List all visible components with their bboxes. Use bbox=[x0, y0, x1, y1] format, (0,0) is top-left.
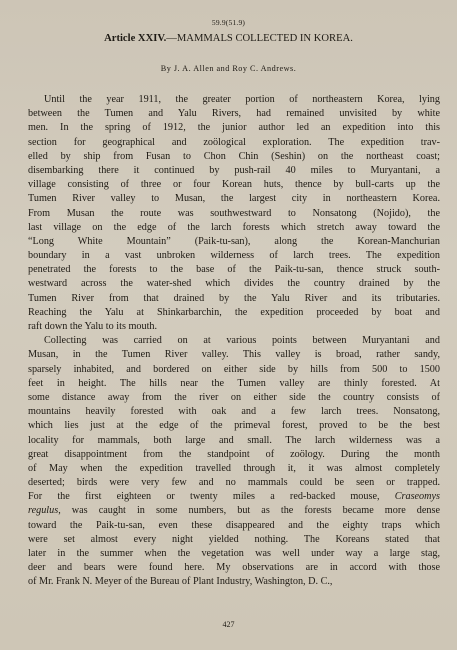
text-line: Musan, in the Tumen River valley. This valley is broad, rather sandy, bbox=[28, 349, 440, 361]
text-line: elled by ship from Fusan to Chon Chin (Seshin) on the northeast coast; bbox=[28, 150, 440, 162]
text-line: Tumen River from that drained by the Yalu River and its tributaries. bbox=[28, 292, 440, 304]
text-line: From Musan the route was southwestward to Nonsatong (Nojido), the bbox=[28, 207, 440, 219]
text-line: Collecting was carried on at various points between Muryantani and bbox=[44, 335, 440, 347]
text-line: deer and bears were found here. My observations are in accord with those bbox=[28, 562, 440, 574]
text-line: sparsely inhabited, and bordered on either side by hills from 500 to 1500 bbox=[28, 363, 440, 375]
article-body bbox=[28, 93, 440, 590]
page-number: 427 bbox=[222, 620, 235, 629]
text-line: locality for mammals, both large and small. The larch wilderness was a bbox=[28, 434, 440, 446]
text-line: penetrated the forests to the base of the Paik-tu-san, thence struck south- bbox=[28, 264, 440, 276]
text-line: between the Tumen and Yalu Rivers, had remained unvisited by white bbox=[28, 108, 440, 120]
text-line: toward the Paik-tu-san, even these disappeared and the eighty traps which bbox=[28, 519, 440, 531]
text-line: For the first eighteen or twenty miles a red-backed mouse, Craseomys bbox=[28, 491, 440, 503]
article-title bbox=[0, 33, 457, 44]
text-line: mountains heavily forested with oak and a few larch trees. Nonsatong, bbox=[28, 406, 440, 418]
article-title-text: —MAMMALS COLLECTED IN KOREA. bbox=[166, 33, 353, 44]
classification-number: 59.9(51.9) bbox=[211, 18, 246, 27]
text-line: “Long White Mountain” (Paik-tu-san), along the Korean-Manchurian bbox=[28, 235, 440, 247]
text-line: which lies just at the edge of the primeval forest, proved to be the best bbox=[28, 420, 440, 432]
text-line: Tumen River valley to Musan, the largest city in northeastern Korea. bbox=[28, 193, 440, 205]
text-line: deserted; birds were very few and no mammals could be seen or trapped. bbox=[28, 477, 440, 489]
text-line: feet in height. The hills near the Tumen valley are thinly forested. At bbox=[28, 377, 440, 389]
text-line: regulus, was caught in some numbers, but as the forests became more dense bbox=[28, 505, 440, 517]
text-line: section for geographical and zoölogical exploration. The expedition trav- bbox=[28, 136, 440, 148]
text-line: last village on the edge of the larch forests which stretch away toward the bbox=[28, 221, 440, 233]
text-line: village consisting of three or four Korean huts, thence by bull-carts up the bbox=[28, 179, 440, 191]
text-line: of Mr. Frank N. Meyer of the Bureau of Plant Industry, Washington, D. C., bbox=[28, 576, 333, 588]
author-line: By J. A. Allen and Roy C. Andrews. bbox=[160, 64, 297, 73]
paragraph bbox=[28, 93, 440, 334]
text-line: men. In the spring of 1912, the junior author led an expedition into this bbox=[28, 122, 440, 134]
text-line: Until the year 1911, the greater portion of northeastern Korea, lying bbox=[44, 94, 440, 105]
text-line: great disappointment from the standpoint of zoölogy. During the month bbox=[28, 448, 440, 460]
text-line: later in the summer when the vegetation was well under way a large stag, bbox=[28, 548, 440, 559]
text-line: Reaching the Yalu at Shinkarbarchin, the expedition proceeded by boat and bbox=[28, 306, 440, 318]
article-label: Article XXIV. bbox=[104, 33, 167, 44]
text-line: some distance away from the river on either side the country consists of bbox=[28, 391, 440, 403]
text-line: were set almost every night yielded nothing. The Koreans stated that bbox=[28, 533, 440, 545]
text-line: raft down the Yalu to its mouth. bbox=[28, 321, 158, 332]
text-line: of May when the expedition travelled through it, it was almost completely bbox=[28, 462, 440, 474]
paragraph bbox=[28, 334, 440, 589]
text-line: boundary in a vast unbroken wilderness of larch trees. The expedition bbox=[28, 250, 440, 262]
text-line: westward across the water-shed which divides the country drained by the bbox=[28, 278, 440, 290]
text-line: disembarking there it continued by push-rail 40 miles to Muryantani, a bbox=[28, 164, 440, 176]
